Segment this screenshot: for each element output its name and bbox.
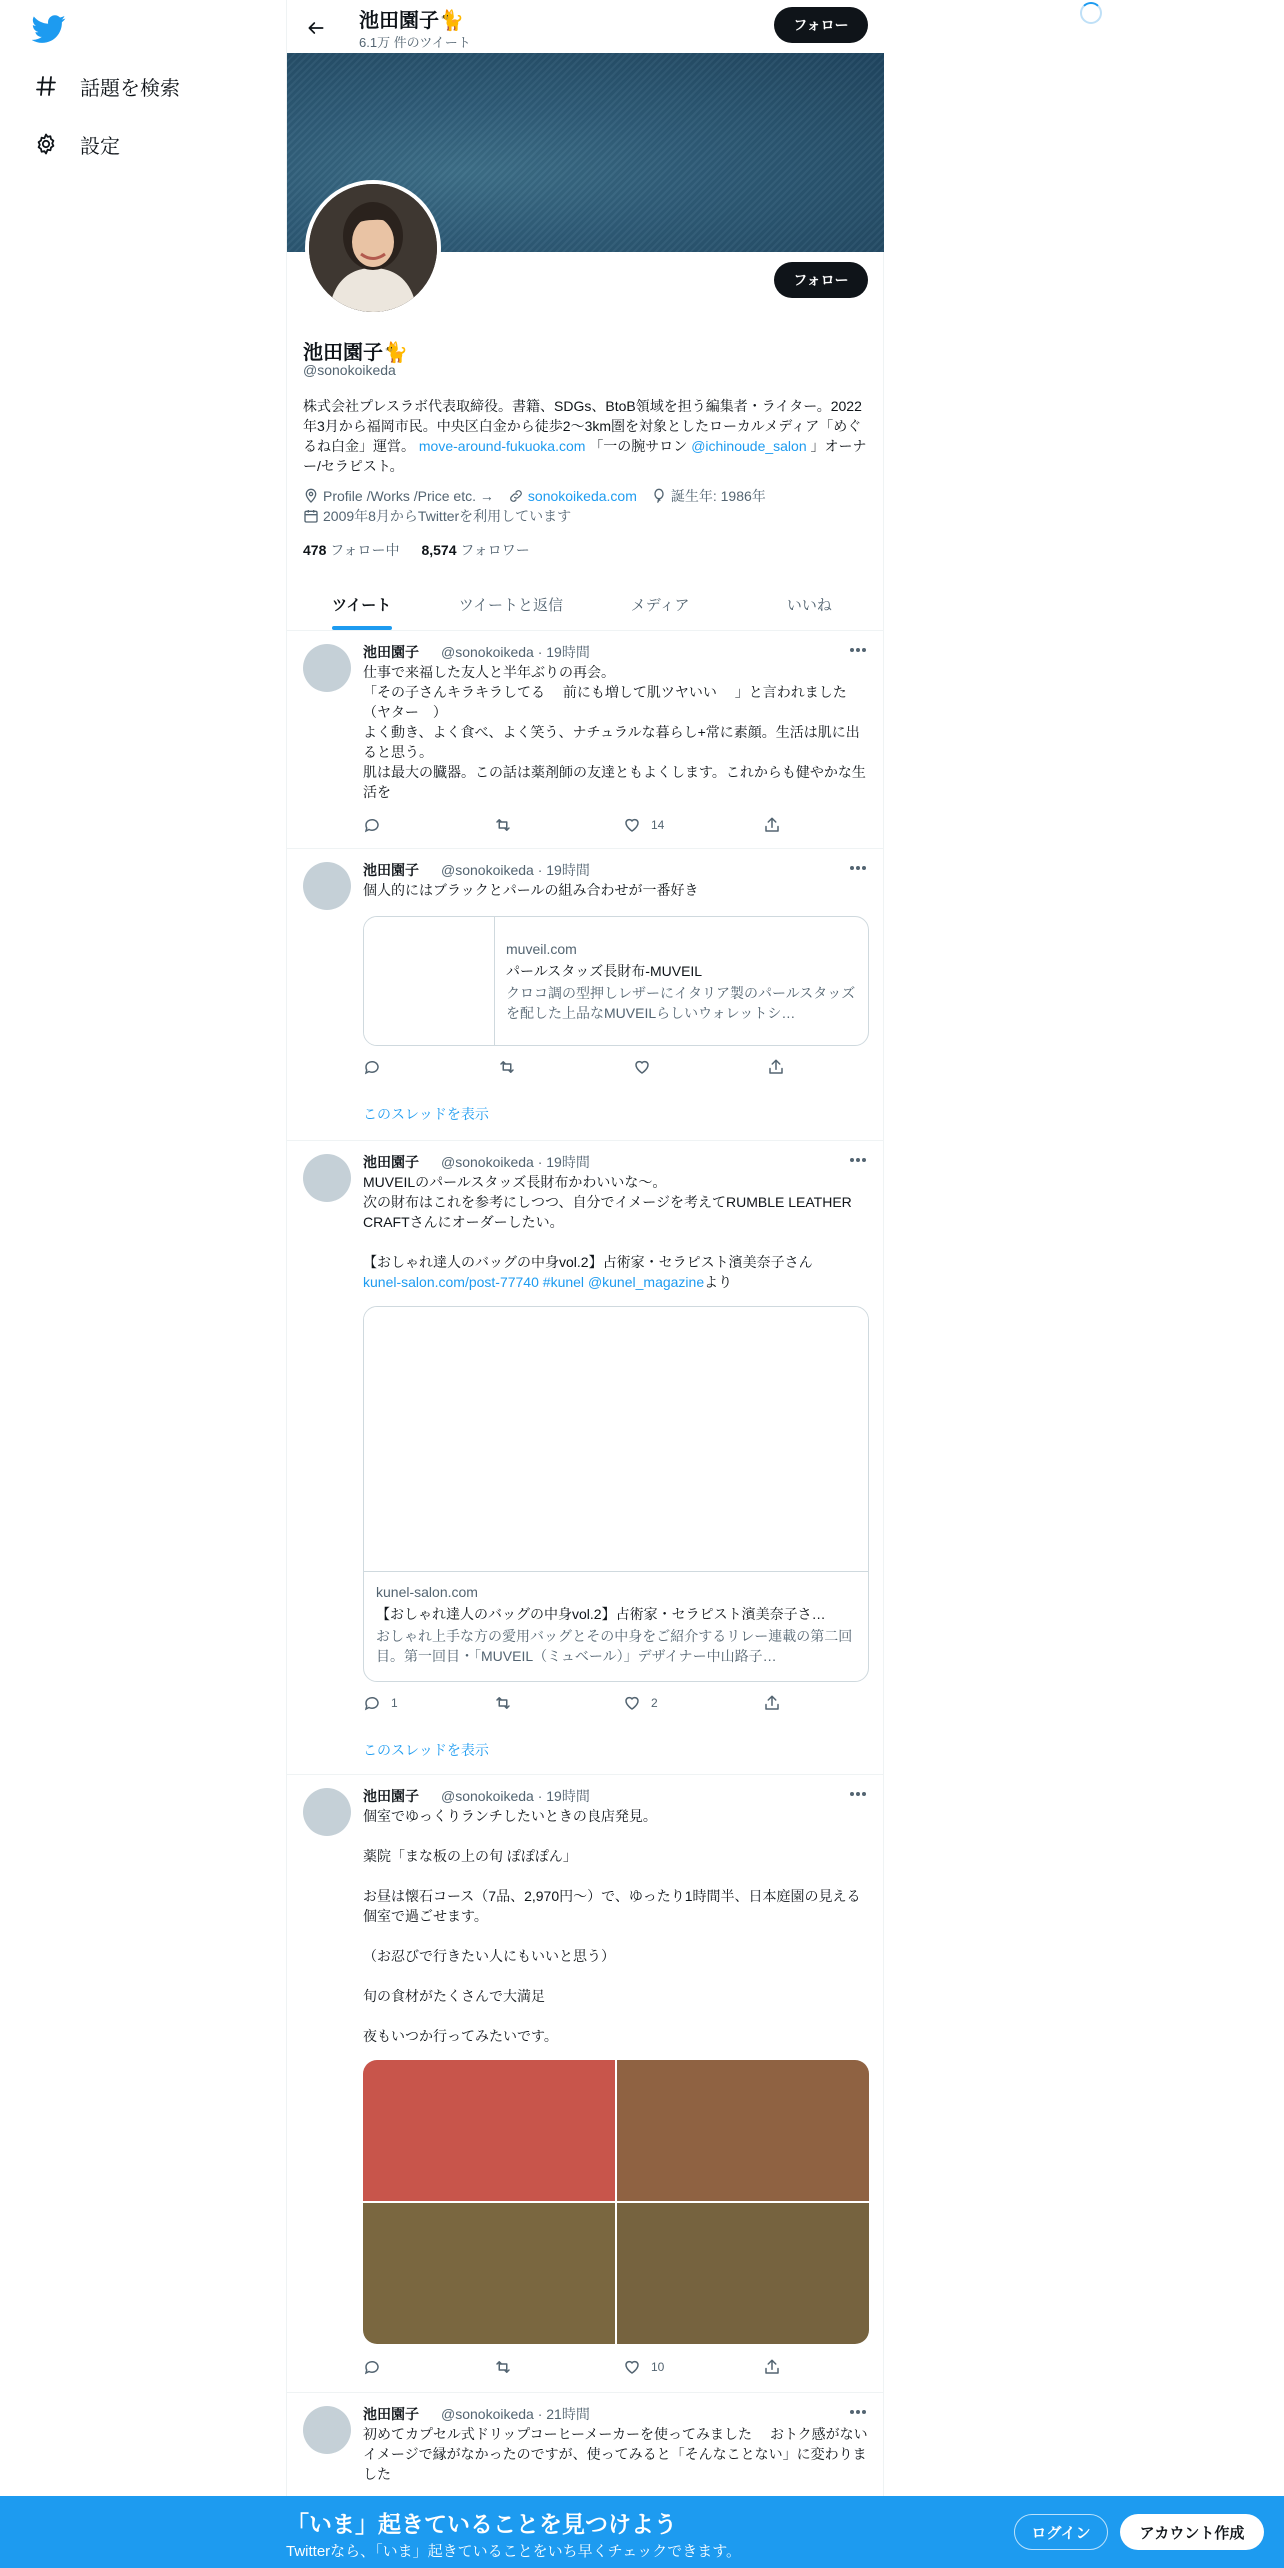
- photo-grid: [363, 2060, 869, 2344]
- profile-tabs: [287, 578, 884, 631]
- profile-bio: [303, 396, 869, 476]
- tweet-actions: [363, 2358, 803, 2378]
- reply-icon[interactable]: [363, 816, 381, 834]
- tweet-text: 個人的にはブラックとパールの組み合わせが一番好き: [363, 882, 699, 898]
- retweet-icon[interactable]: [493, 1694, 513, 1712]
- tab-media[interactable]: メディア: [630, 596, 690, 614]
- following-link[interactable]: 478 フォロー中: [303, 542, 400, 558]
- header-tweet-count: 6.1万 件のツイート: [359, 35, 471, 50]
- profile-joined: 2009年8月からTwitterを利用しています: [303, 506, 571, 526]
- like-button[interactable]: [623, 816, 664, 834]
- sidebar-item-label: 話題を検索: [80, 77, 180, 100]
- tweet-mention[interactable]: @kunel_magazine: [587, 1274, 705, 1290]
- gear-icon: [32, 130, 60, 158]
- like-button[interactable]: [623, 2358, 664, 2376]
- login-button[interactable]: ログイン: [1014, 2514, 1108, 2550]
- link-icon: [508, 488, 524, 504]
- tab-likes[interactable]: いいね: [786, 596, 832, 614]
- link-card-title: パールスタッズ長財布-MUVEIL: [506, 963, 703, 979]
- retweet-icon[interactable]: [493, 816, 513, 834]
- tweet-link-url[interactable]: kunel-salon.com/post-77740: [363, 1274, 539, 1290]
- profile-name: 池田園子🐈: [303, 342, 408, 364]
- tweet-author-name[interactable]: 池田園子: [363, 1788, 419, 1804]
- loading-spinner-icon: [1080, 2, 1102, 24]
- tweet-author-name[interactable]: 池田園子: [363, 644, 419, 660]
- calendar-icon: [303, 508, 319, 524]
- tweet[interactable]: [287, 1774, 884, 2393]
- reply-icon[interactable]: [363, 2358, 381, 2376]
- header-follow-button[interactable]: フォロー: [774, 7, 868, 43]
- bio-text: 」オーナー/セラピスト。: [303, 438, 867, 474]
- tweet-text: 個室でゆっくりランチしたいときの良店発見。 薬院「まな板の上の旬 ぽぽぽん」 お昼は懐石コース（7品、2,970円〜）で、ゆったり1時間半、日本庭園の見える個室で過ごせます。 （お忍びで行きたい人にもいいと思う） 旬の食材がたくさんで大満足 夜もいつか行ってみたいです。: [363, 1808, 861, 2044]
- heart-icon[interactable]: [633, 1058, 651, 1076]
- tweet-text: 仕事で来福した友人と半年ぶりの再会。 「その子さんキラキラしてる 前にも増して肌ツヤいい 」と言われました（ヤター ） よく動き、よく食べ、よく笑う、ナチュラルな暮らし+常に素顔。生活は肌に出ると思う。 肌は最大の臓器。この話は薬剤師の友達ともよくします。これからも健やかな生活を: [363, 664, 866, 800]
- location-pin-icon: [303, 488, 319, 504]
- retweet-icon[interactable]: [497, 1058, 517, 1076]
- tweet-photo[interactable]: [617, 2203, 869, 2344]
- link-card[interactable]: [363, 916, 869, 1046]
- share-icon[interactable]: [767, 1058, 785, 1076]
- tweet-header: [363, 1152, 590, 1172]
- profile-header-bar: [287, 0, 884, 53]
- tweet[interactable]: [287, 848, 884, 1141]
- hashtag-icon: [32, 72, 60, 100]
- profile-birthdate: 誕生年: 1986年: [651, 486, 766, 506]
- tweet-photo[interactable]: [363, 2203, 615, 2344]
- tab-tweets-replies[interactable]: ツイートと返信: [458, 596, 563, 614]
- reply-icon: [363, 1694, 381, 1712]
- header-profile-name: 池田園子🐈: [359, 10, 464, 32]
- reply-button[interactable]: [363, 1694, 398, 1712]
- bio-text: 「一の腕サロン: [589, 438, 688, 454]
- profile-location: Profile /Works /Price etc. →: [303, 488, 494, 504]
- sidebar-item-explore[interactable]: [32, 66, 180, 106]
- tweet-author-name[interactable]: 池田園子: [363, 862, 419, 878]
- heart-icon: [623, 816, 641, 834]
- show-thread-link[interactable]: このスレッドを表示: [363, 1106, 489, 1122]
- signup-banner-subtitle: Twitterなら、「いま」起きていることをいち早くチェックできます。: [286, 2543, 742, 2560]
- reply-icon[interactable]: [363, 1058, 381, 1076]
- twitter-logo-icon[interactable]: [32, 12, 66, 46]
- tweet-header: [363, 2404, 590, 2424]
- signup-button[interactable]: アカウント作成: [1120, 2514, 1264, 2550]
- link-card-thumbnail: [364, 917, 495, 1045]
- bio-link-website[interactable]: move-around-fukuoka.com: [418, 438, 586, 454]
- more-options-icon[interactable]: [848, 2402, 868, 2422]
- tweet-avatar[interactable]: [303, 644, 351, 692]
- more-options-icon[interactable]: [848, 640, 868, 660]
- share-icon[interactable]: [763, 2358, 781, 2376]
- main-column: [286, 0, 884, 2568]
- tweet-header: [363, 1786, 590, 1806]
- profile-meta-row: [303, 486, 780, 506]
- tweet-handle-time[interactable]: @sonokoikeda · 19時間: [441, 862, 590, 878]
- link-card-domain: kunel-salon.com: [376, 1584, 478, 1600]
- sidebar-item-label: 設定: [80, 135, 120, 158]
- link-card-description: クロコ調の型押しレザーにイタリア製のパールスタッズを配した上品なMUVEILらしいウォレットシ…: [506, 985, 856, 1021]
- heart-icon: [623, 2358, 641, 2376]
- balloon-icon: [651, 488, 667, 504]
- profile-avatar[interactable]: [305, 180, 441, 316]
- profile-follow-button[interactable]: フォロー: [774, 262, 868, 298]
- follow-stats: [303, 540, 530, 560]
- tweet-avatar[interactable]: [303, 2406, 351, 2454]
- retweet-icon[interactable]: [493, 2358, 513, 2376]
- link-card-text: [364, 1572, 868, 1676]
- signup-banner-title: 「いま」起きていることを見つけよう: [286, 2511, 677, 2537]
- like-count: 14: [651, 818, 665, 832]
- tweet-header: [363, 860, 590, 880]
- signup-banner: [0, 2496, 1284, 2568]
- tweet-handle-time[interactable]: @sonokoikeda · 19時間: [441, 1788, 590, 1804]
- followers-link[interactable]: 8,574 フォロワー: [421, 542, 530, 558]
- sidebar: [0, 0, 286, 2568]
- tweet-avatar[interactable]: [303, 862, 351, 910]
- more-options-icon[interactable]: [848, 1784, 868, 1804]
- heart-icon: [623, 1694, 641, 1712]
- sidebar-item-settings[interactable]: [32, 124, 120, 164]
- tweet-handle-time[interactable]: @sonokoikeda · 21時間: [441, 2406, 590, 2422]
- tweet-actions: [363, 816, 803, 836]
- tweet-photo[interactable]: [617, 2060, 869, 2201]
- tab-tweets[interactable]: ツイート: [287, 578, 436, 630]
- profile-website[interactable]: sonokoikeda.com: [508, 488, 637, 504]
- more-options-icon[interactable]: [848, 858, 868, 878]
- tweet-avatar[interactable]: [303, 1154, 351, 1202]
- tweet-text: 初めてカプセル式ドリップコーヒーメーカーを使ってみました おトク感がないイメージで縁がなかったのですが、使ってみると「そんなことない」に変わりました: [363, 2426, 868, 2482]
- tweet-author-name[interactable]: 池田園子: [363, 2406, 419, 2422]
- back-arrow-icon[interactable]: [299, 11, 333, 45]
- tweet[interactable]: [287, 1140, 884, 1775]
- profile-handle: @sonokoikeda: [303, 362, 396, 378]
- tweet[interactable]: [287, 630, 884, 849]
- tweet-actions: [363, 1058, 803, 1078]
- like-button[interactable]: [623, 1694, 658, 1712]
- share-icon[interactable]: [763, 816, 781, 834]
- link-card-domain: muveil.com: [506, 941, 577, 957]
- tweet-header: [363, 642, 590, 662]
- like-count: 10: [651, 2360, 665, 2374]
- tweet-actions: [363, 1694, 803, 1714]
- tweet-text: MUVEILのパールスタッズ長財布かわいいな〜。 次の財布はこれを参考にしつつ、自分でイメージを考えてRUMBLE LEATHER CRAFTさんにオーダーしたい。 【おしゃれ達人のバッグの中身vol.2】占術家・セラピスト濱美奈子さん kunel-salon.com/post-77740 #kunel @kunel_magazineより: [363, 1174, 852, 1290]
- show-thread-link[interactable]: このスレッドを表示: [363, 1742, 489, 1758]
- tweet-handle-time[interactable]: @sonokoikeda · 19時間: [441, 1154, 590, 1170]
- more-options-icon[interactable]: [848, 1150, 868, 1170]
- link-card-image: [364, 1307, 868, 1572]
- tweet-hashtag[interactable]: #kunel: [542, 1274, 585, 1290]
- tweet-avatar[interactable]: [303, 1788, 351, 1836]
- link-card-title: 【おしゃれ達人のバッグの中身vol.2】占術家・セラピスト濱美奈子さ…: [376, 1606, 826, 1622]
- link-card-description: おしゃれ上手な方の愛用バッグとその中身をご紹介するリレー連載の第二回目。第一回目・「MUVEIL（ミュベール）」デザイナー中山路子…: [376, 1628, 853, 1664]
- share-icon[interactable]: [763, 1694, 781, 1712]
- link-card-text: [506, 939, 856, 1023]
- tweet-handle-time[interactable]: @sonokoikeda · 19時間: [441, 644, 590, 660]
- tweet-photo[interactable]: [363, 2060, 615, 2201]
- bio-text: 株式会社プレスラボ代表取締役。書籍、SDGs、BtoB領域を担う編集者・ライター。2022年3月から福岡市民。中央区白金から徒歩2〜3km圏を対象としたローカルメディア「めぐるね白金」運営。: [303, 398, 862, 454]
- link-card[interactable]: [363, 1306, 869, 1682]
- tweet-author-name[interactable]: 池田園子: [363, 1154, 419, 1170]
- like-count: 2: [651, 1696, 658, 1710]
- reply-count: 1: [391, 1696, 398, 1710]
- bio-link-mention[interactable]: @ichinoude_salon: [691, 438, 807, 454]
